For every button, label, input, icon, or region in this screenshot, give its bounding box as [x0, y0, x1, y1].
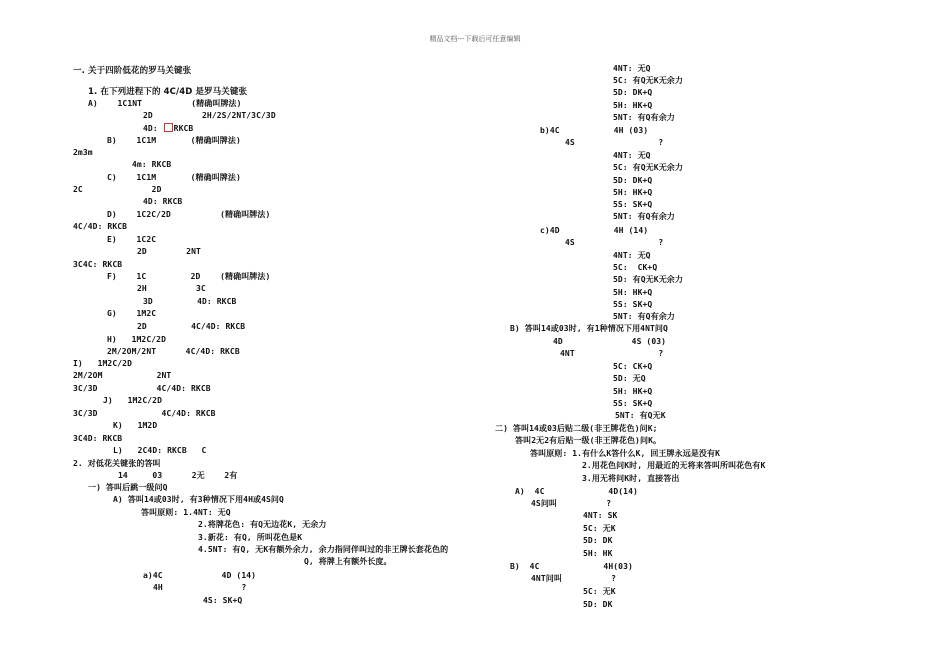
- right-column-line: [615, 411, 666, 421]
- line-text: 4S问叫 ?: [531, 499, 612, 508]
- left-column-line: [141, 508, 231, 518]
- line-text: C) 1C1M (精确叫牌法): [107, 173, 241, 182]
- line-text: 5S: SK+Q: [613, 200, 653, 209]
- line-text: 4S ?: [565, 238, 664, 247]
- line-text: A) 1C1NT (精确叫牌法): [88, 99, 242, 108]
- left-column-line: [143, 571, 256, 581]
- right-column-line: [510, 324, 668, 334]
- line-text: 5D: DK: [583, 536, 613, 545]
- right-column-line: [583, 549, 613, 559]
- left-column-line: [73, 66, 191, 76]
- line-text: H) 1M2C/2D: [107, 335, 166, 344]
- line-text: Q, 将牌上有额外长度。: [304, 557, 392, 566]
- right-column-line: [515, 487, 638, 497]
- line-text: 4C/4D: RKCB: [73, 222, 128, 231]
- left-column-line: [113, 495, 284, 505]
- left-column-line: [73, 222, 127, 232]
- line-text: E) 1C2C: [107, 235, 157, 244]
- left-column-line: [73, 409, 216, 419]
- right-column-line: [613, 387, 652, 397]
- right-column-line: [613, 151, 651, 161]
- line-text: 4D 4S (03): [553, 337, 667, 346]
- left-column-line: [118, 471, 237, 481]
- right-column-line: [553, 337, 666, 347]
- right-column-line: [515, 436, 661, 446]
- right-column-line: [613, 176, 652, 186]
- line-text: 5NT: 有Q无K: [615, 411, 666, 420]
- line-text: A) 答叫14或03时, 有3种情况下用4H或4S问Q: [113, 495, 284, 504]
- line-text: 4H ?: [153, 583, 247, 592]
- right-column-line: [582, 474, 679, 484]
- right-column-line: [613, 251, 651, 261]
- left-column-line: [137, 284, 206, 294]
- line-text: 5H: HK: [583, 549, 613, 558]
- left-column-line: [73, 185, 162, 195]
- left-column-line: [73, 434, 122, 444]
- left-column-line: [107, 272, 270, 282]
- right-column-line: [613, 374, 646, 384]
- right-column-line: [613, 76, 683, 86]
- line-text: 5S: SK+Q: [613, 300, 653, 309]
- line-text: 2C 2D: [73, 185, 162, 194]
- right-column-line: [613, 113, 675, 123]
- line-text: 4S: SK+Q: [203, 596, 243, 605]
- right-column-line: [583, 587, 616, 597]
- right-column-line: [613, 64, 651, 74]
- line-text: b)4C 4H (03): [540, 126, 649, 135]
- left-column-line: [198, 533, 302, 543]
- left-column-line: [107, 309, 156, 319]
- left-column-line: [88, 483, 168, 493]
- right-column-line: [613, 263, 657, 273]
- line-text: 5C: 有Q无K无余力: [613, 76, 683, 85]
- left-column-line: [137, 247, 201, 257]
- right-column-line: [613, 300, 652, 310]
- right-column-line: [565, 238, 663, 248]
- line-text: 2D 2H/2S/2NT/3C/3D: [143, 111, 276, 120]
- line-text: 2.将牌花色: 有Q无边花K, 无余力: [198, 520, 327, 529]
- line-text: 5NT: 有Q有余力: [613, 212, 675, 221]
- line-text: 5D: DK+Q: [613, 88, 653, 97]
- line-text: D) 1C2C/2D (精确叫牌法): [107, 210, 271, 219]
- left-column-line: [88, 87, 247, 97]
- line-text: 2D 2NT: [137, 247, 201, 256]
- left-column-line: [107, 136, 241, 146]
- line-text: L) 2C4D: RKCB C: [113, 446, 207, 455]
- line-text: 5D: DK+Q: [613, 176, 653, 185]
- left-column-line: [203, 596, 242, 606]
- right-column-line: [510, 562, 633, 572]
- line-text: 4NT: 无Q: [613, 151, 651, 160]
- line-text: 3D 4D: RKCB: [143, 297, 237, 306]
- right-column-line: [531, 574, 616, 584]
- line-text-suffix: RKCB: [173, 124, 194, 133]
- right-column-line: [531, 499, 611, 509]
- line-text: 5D: 有Q无K无余力: [613, 275, 683, 284]
- line-text: 4NT: 无Q: [613, 64, 651, 73]
- right-column-line: [613, 362, 652, 372]
- line-text: 5D: DK: [583, 600, 613, 609]
- left-column-line: [143, 123, 193, 134]
- left-column-line: [107, 210, 270, 220]
- left-column-line: [132, 160, 171, 170]
- line-text: 5H: HK+Q: [613, 288, 653, 297]
- right-column-line: [495, 424, 658, 434]
- left-column-line: [88, 99, 242, 109]
- line-text: A) 4C 4D(14): [515, 487, 638, 496]
- line-text: 5D: 无Q: [613, 374, 646, 383]
- right-column-line: [613, 188, 652, 198]
- right-column-line: [540, 126, 648, 136]
- line-text: 3C/3D 4C/4D: RKCB: [73, 409, 216, 418]
- line-text: 5NT: 有Q有余力: [613, 312, 675, 321]
- line-text: 答叫原则: 1.有什么K答什么K, 回王牌永远是没有K: [530, 449, 721, 458]
- line-text: B) 答叫14或03时, 有1种情况下用4NT问Q: [510, 324, 668, 333]
- left-column-line: [113, 421, 157, 431]
- line-text: 5H: HK+Q: [613, 101, 653, 110]
- right-column-line: [540, 226, 648, 236]
- right-column-line: [613, 101, 652, 111]
- left-column-line: [73, 148, 93, 158]
- line-text: F) 1C 2D (精确叫牌法): [107, 272, 271, 281]
- line-text: B) 4C 4H(03): [510, 562, 633, 571]
- line-text: 2. 对低花关键张的答叫: [73, 459, 161, 468]
- left-column-line: [107, 347, 240, 357]
- left-column-line: [103, 396, 162, 406]
- line-text: 5NT: 有Q有余力: [613, 113, 675, 122]
- right-column-line: [613, 312, 675, 322]
- line-text: 答叫原则: 1.4NT: 无Q: [141, 508, 231, 517]
- line-text: 4NT问叫 ?: [531, 574, 617, 583]
- left-column-line: [304, 557, 392, 567]
- line-text: 一) 答叫后跳一级问Q: [88, 483, 168, 492]
- line-text: 5C: 无K: [583, 524, 616, 533]
- line-text: 4D:: [143, 124, 163, 133]
- left-column-line: [73, 260, 122, 270]
- line-text: 二) 答叫14或03后贴二级(非王牌花色)问K;: [495, 424, 658, 433]
- line-text: J) 1M2C/2D: [103, 396, 162, 405]
- line-text: 5C: 有Q无K无余力: [613, 163, 683, 172]
- line-text: 2m3m: [73, 148, 93, 157]
- left-column-line: [143, 297, 236, 307]
- line-text: 5H: HK+Q: [613, 387, 653, 396]
- line-text: 3C/3D 4C/4D: RKCB: [73, 384, 211, 393]
- left-column-line: [113, 446, 206, 456]
- right-column-line: [613, 399, 652, 409]
- left-column-line: [107, 173, 241, 183]
- left-column-line: [198, 520, 326, 530]
- right-column-line: [613, 200, 652, 210]
- right-column-line: [613, 88, 652, 98]
- line-text: G) 1M2C: [107, 309, 157, 318]
- line-text: 3C4D: RKCB: [73, 434, 123, 443]
- right-column-line: [560, 349, 663, 359]
- line-text: 4m: RKCB: [132, 160, 172, 169]
- line-text: 5C: CK+Q: [613, 263, 658, 272]
- line-text: 5C: 无K: [583, 587, 616, 596]
- left-column-line: [143, 111, 276, 121]
- line-text: 4NT ?: [560, 349, 664, 358]
- right-column-line: [613, 212, 675, 222]
- right-column-line: [583, 536, 613, 546]
- line-text: 14 03 2无 2有: [118, 471, 238, 480]
- line-text: 答叫2无2有后贴一级(非王牌花色)问K。: [515, 436, 662, 445]
- line-text: 1. 在下列进程下的 4C/4D 是罗马关键张: [88, 87, 248, 97]
- right-column-line: [583, 511, 617, 521]
- line-text: K) 1M2D: [113, 421, 158, 430]
- line-text: 3.新花: 有Q, 所叫花色是K: [198, 533, 303, 542]
- line-text: 3C4C: RKCB: [73, 260, 123, 269]
- right-column-line: [583, 600, 613, 610]
- line-text: c)4D 4H (14): [540, 226, 649, 235]
- line-text: 4NT: 无Q: [613, 251, 651, 260]
- left-column-line: [137, 322, 245, 332]
- right-column-line: [582, 461, 765, 471]
- left-column-line: [143, 197, 182, 207]
- line-text: I) 1M2C/2D: [73, 359, 132, 368]
- line-text: 5S: SK+Q: [613, 399, 653, 408]
- right-column-line: [565, 138, 663, 148]
- line-text: 3.用无将问K时, 直接答出: [582, 474, 680, 483]
- line-text: B) 1C1M (精确叫牌法): [107, 136, 241, 145]
- line-text: 2M/2OM/2NT 4C/4D: RKCB: [107, 347, 240, 356]
- line-text: 2.用花色问K时, 用最近的无将来答叫所叫花色有K: [582, 461, 766, 470]
- line-text: 2M/2OM 2NT: [73, 371, 172, 380]
- right-column-line: [613, 288, 652, 298]
- line-text: 4.5NT: 有Q, 无K有额外余力, 余力指同伴叫过的非王牌长套花色的: [198, 545, 449, 554]
- page-header: 精品文档---下载后可任意编辑: [429, 35, 521, 43]
- left-column-line: [73, 359, 132, 369]
- left-column-line: [153, 583, 246, 593]
- left-column-line: [73, 459, 161, 469]
- line-text: 5H: HK+Q: [613, 188, 653, 197]
- right-column-line: [530, 449, 720, 459]
- line-text: 一. 关于四阶低花的罗马关键张: [73, 66, 192, 76]
- left-column-line: [107, 335, 166, 345]
- left-column-line: [73, 384, 211, 394]
- line-text: a)4C 4D (14): [143, 571, 257, 580]
- right-column-line: [613, 163, 683, 173]
- left-column-line: [73, 371, 171, 381]
- left-column-line: [107, 235, 156, 245]
- line-text: 4NT: SK: [583, 511, 618, 520]
- left-column-line: [198, 545, 448, 555]
- checkbox-icon: [164, 123, 173, 132]
- right-column-line: [583, 524, 616, 534]
- line-text: 5C: CK+Q: [613, 362, 653, 371]
- line-text: 2D 4C/4D: RKCB: [137, 322, 246, 331]
- line-text: 4D: RKCB: [143, 197, 183, 206]
- right-column-line: [613, 275, 683, 285]
- line-text: 2H 3C: [137, 284, 206, 293]
- line-text: 4S ?: [565, 138, 664, 147]
